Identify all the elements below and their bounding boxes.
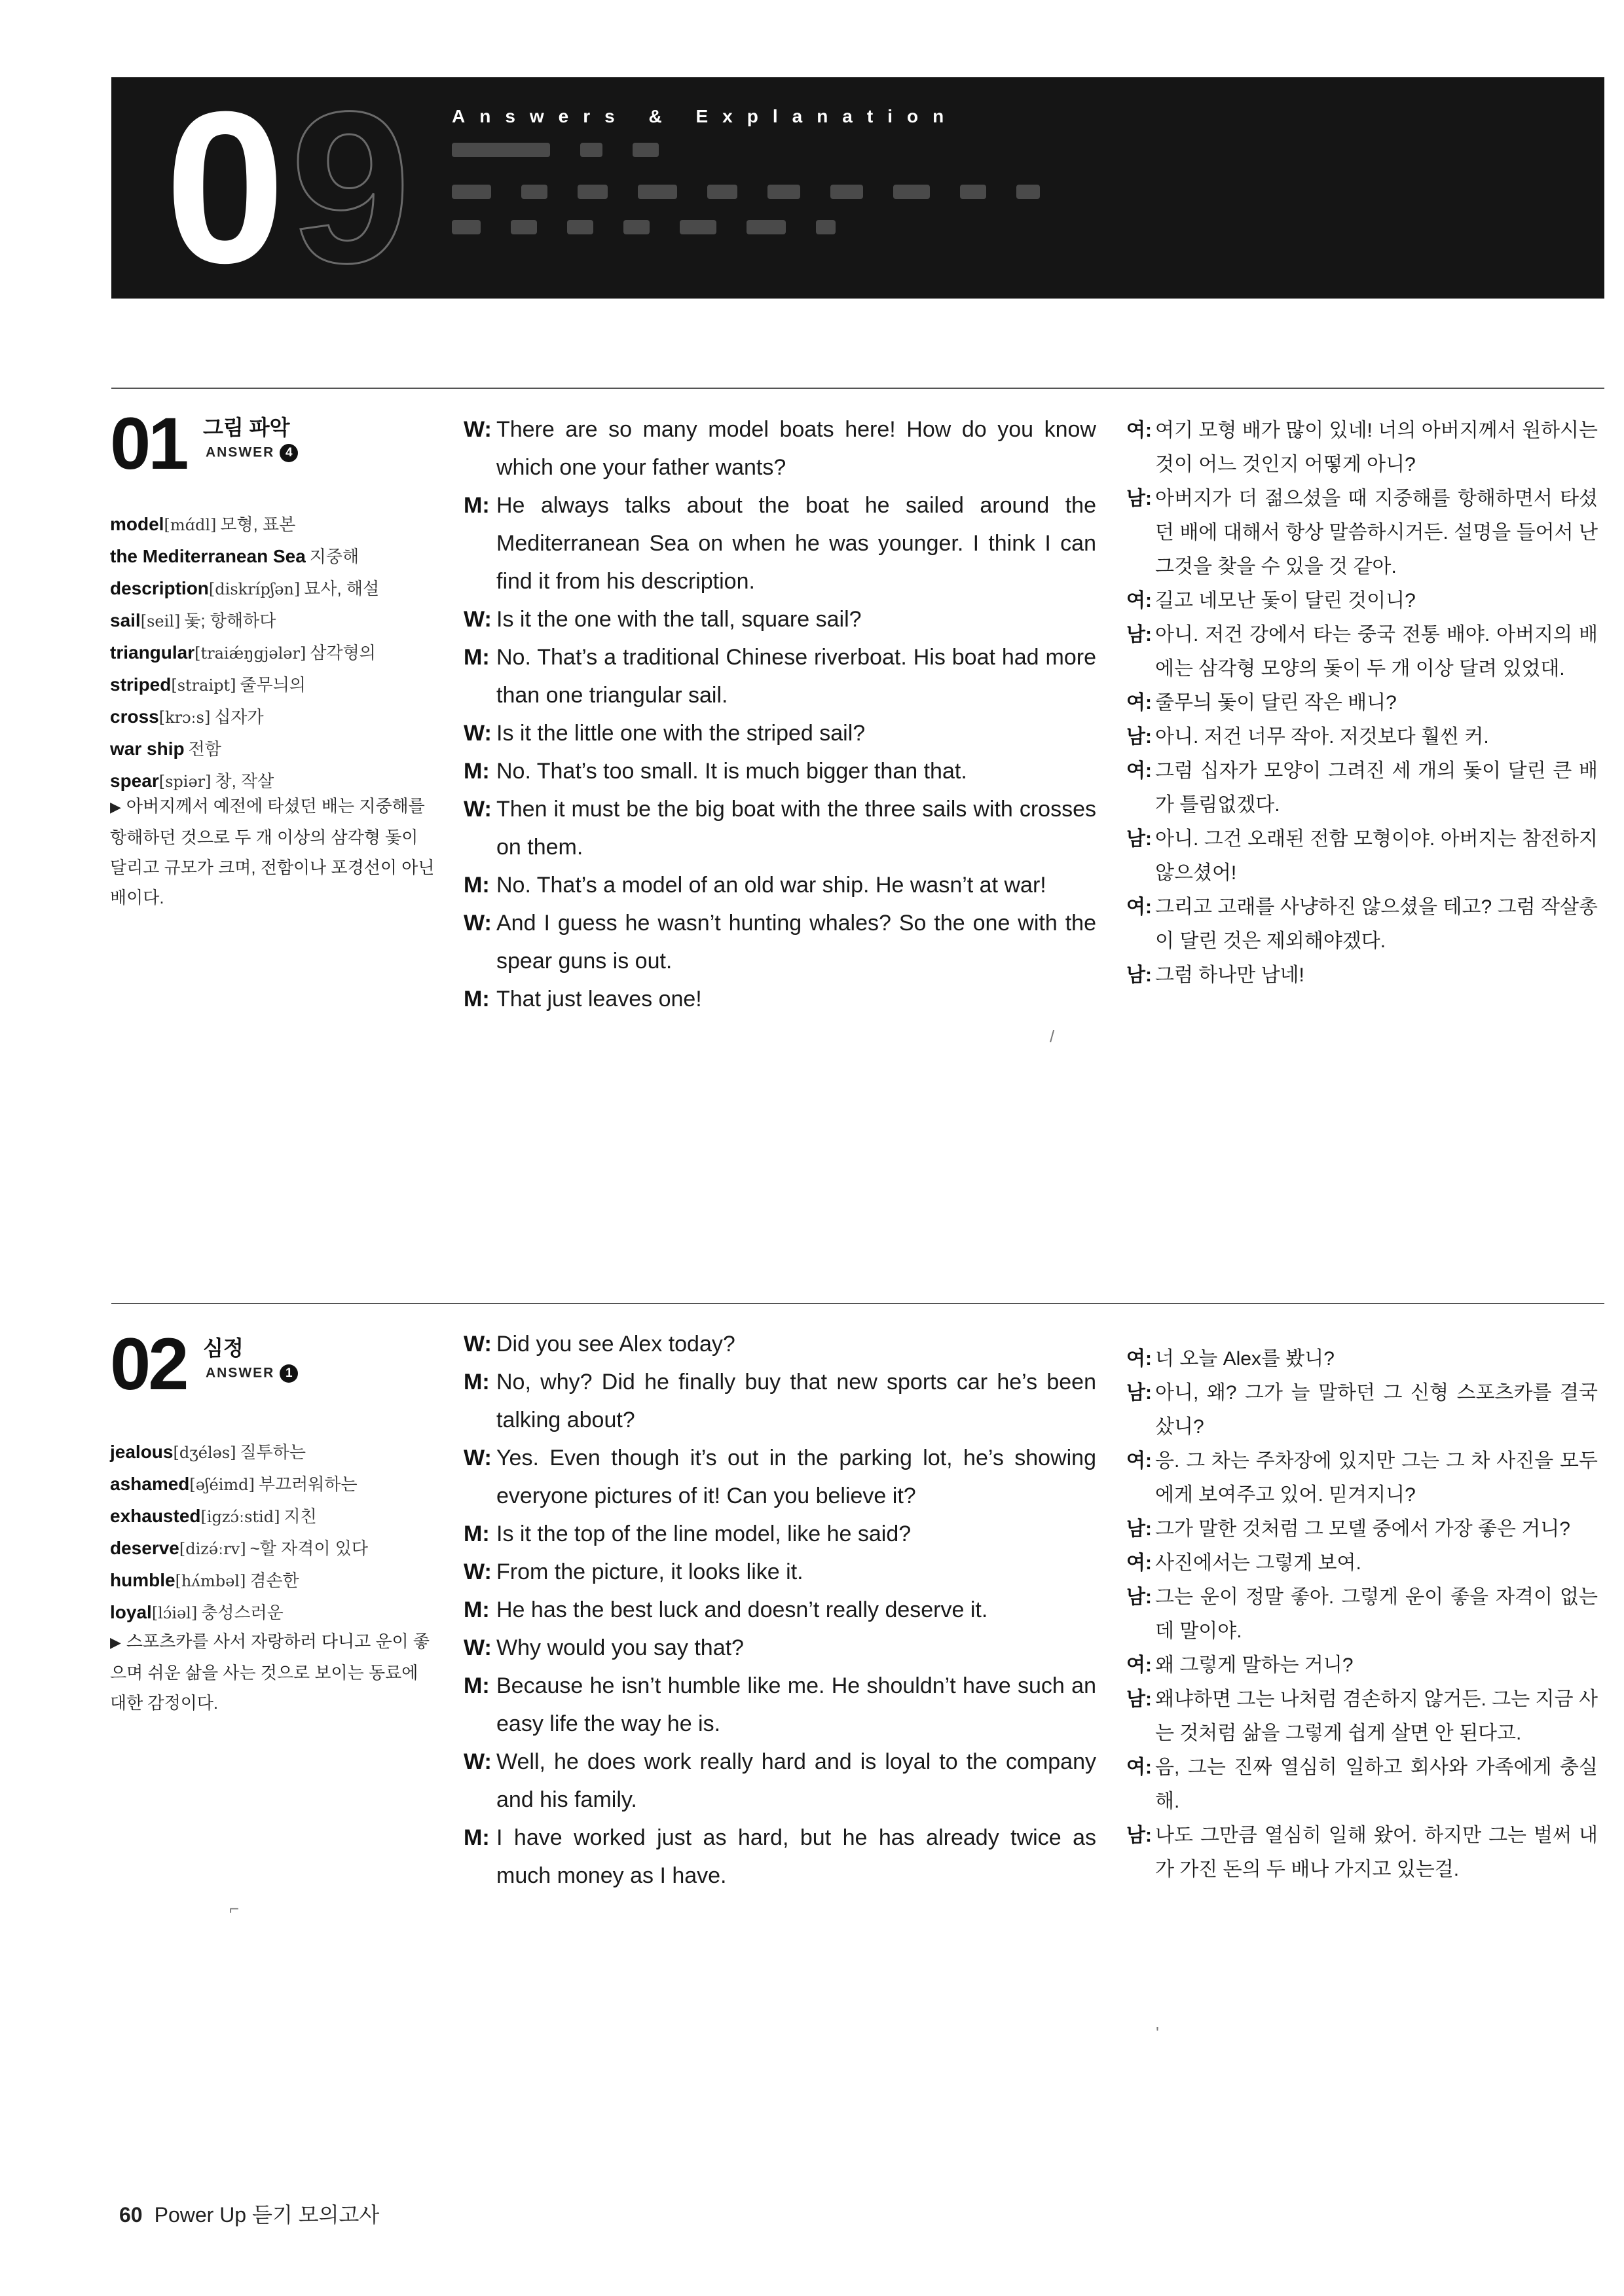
dialogue-line: W: There are so many model boats here! How do you know which one your father wants? (464, 417, 1096, 480)
header-blurred-line-1 (452, 182, 1040, 202)
dialogue-line: W: Is it the one with the tall, square sail? (464, 607, 862, 632)
dialogue-line: M: That just leaves one! (464, 987, 702, 1011)
vocab-item: sail[seil] 돛; 항해하다 (110, 610, 276, 630)
page-number: 60 (119, 2203, 143, 2227)
chapter-digit-2: 9 (290, 77, 405, 299)
answer-label: ANSWER 1 (206, 1364, 298, 1383)
dialogue-line: 남: 나도 그만큼 열심히 일해 왔어. 하지만 그는 벌써 내가 가진 돈의 두 배나 가지고 있는걸. (1126, 1825, 1598, 1880)
explanation-note-02 (110, 1626, 437, 1718)
scan-speck: ' (1156, 2023, 1159, 2043)
dialogue-line: M: I have worked just as hard, but he has already twice as much money as I have. (464, 1825, 1096, 1888)
book-title: Power Up 듣기 모의고사 (154, 2203, 380, 2227)
dialogue-korean-01 (1126, 414, 1598, 993)
dialogue-line: W: Yes. Even though it’s out in the parking lot, he’s showing everyone pictures of it! Can you believe it? (464, 1446, 1096, 1508)
question-topic: 심정 (203, 1336, 244, 1360)
vocab-item: jealous[dʒéləs] 질투하는 (110, 1442, 306, 1462)
dialogue-line: 여: 여기 모형 배가 많이 있네! 너의 아버지께서 원하시는 것이 어느 것인지 어떻게 아니? (1126, 420, 1598, 475)
explanation-note-01 (110, 791, 437, 913)
dialogue-line: 여: 응. 그 차는 주차장에 있지만 그는 그 차 사진을 모두에게 보여주고 있어. 믿겨지니? (1126, 1450, 1598, 1506)
dialogue-line: W: Is it the little one with the striped sail? (464, 721, 866, 746)
question-number: 01 (110, 403, 187, 484)
scan-speck: / (1050, 1027, 1055, 1046)
dialogue-line: 남: 아니. 저건 강에서 타는 중국 전통 배야. 아버지의 배에는 삼각형 모양의 돛이 두 개 이상 달려 있었대. (1126, 624, 1598, 680)
vocab-list-01 (110, 509, 451, 797)
vocab-item: deserve[dizə́ːrv] ~할 자격이 있다 (110, 1538, 368, 1558)
triangle-arrow-icon: ▶ (110, 1634, 121, 1650)
question-topic: 그림 파악 (203, 416, 290, 439)
vocab-item: war ship 전함 (110, 738, 221, 759)
dialogue-line: W: And I guess he wasn’t hunting whales? So the one with the spear guns is out. (464, 911, 1096, 974)
dialogue-line: 남: 아니, 왜? 그가 늘 말하던 그 신형 스포츠카를 결국 샀니? (1126, 1382, 1598, 1438)
dialogue-line: M: No. That’s too small. It is much bigger than that. (464, 759, 967, 784)
dialogue-line: W: Well, he does work really hard and is loyal to the company and his family. (464, 1749, 1096, 1812)
dialogue-line: 남: 왜냐하면 그는 나처럼 겸손하지 않거든. 그는 지금 사는 것처럼 삶을 그렇게 쉽게 살면 안 된다고. (1126, 1688, 1598, 1744)
dialogue-line: 남: 그는 운이 정말 좋아. 그렇게 운이 좋을 자격이 없는데 말이야. (1126, 1586, 1598, 1642)
dialogue-line: M: He always talks about the boat he sailed around the Mediterranean Sea on when he was younger. I think I can find it from his description. (464, 493, 1096, 594)
chapter-number (165, 77, 405, 299)
dialogue-english-02 (464, 1325, 1096, 1895)
vocab-list-02 (110, 1436, 451, 1629)
triangle-arrow-icon: ▶ (110, 799, 121, 815)
header-title: Answers & Explanation (452, 106, 959, 126)
vocab-item: striped[straipt] 줄무늬의 (110, 674, 306, 695)
explanation-text: 스포츠카를 사서 자랑하러 다니고 운이 좋으며 쉬운 삶을 사는 것으로 보이는 동료에 대한 감정이다. (110, 1631, 430, 1713)
answer-badge: 4 (280, 444, 298, 462)
section-divider-02 (111, 1303, 1604, 1304)
vocab-item: model[mɑ́dl] 모형, 표본 (110, 514, 296, 534)
vocab-item: humble[hʌ́mbəl] 겸손한 (110, 1570, 299, 1590)
chapter-header (111, 77, 1604, 299)
dialogue-line: 남: 아니. 그건 오래된 전함 모형이야. 아버지는 참전하지 않으셨어! (1126, 828, 1598, 884)
dialogue-english-01 (464, 410, 1096, 1018)
header-blurred-line-2 (452, 217, 836, 237)
dialogue-line: M: No, why? Did he finally buy that new sports car he’s been talking about? (464, 1370, 1096, 1432)
dialogue-line: W: Did you see Alex today? (464, 1332, 735, 1357)
explanation-text: 아버지께서 예전에 타셨던 배는 지중해를 항해하던 것으로 두 개 이상의 삼각형 돛이 달리고 규모가 크며, 전함이나 포경선이 아닌 배이다. (110, 796, 435, 907)
dialogue-line: W: From the picture, it looks like it. (464, 1559, 803, 1584)
dialogue-line: 남: 아니. 저건 너무 작아. 저것보다 훨씬 커. (1126, 726, 1489, 748)
question-number: 02 (110, 1323, 187, 1405)
vocab-item: loyal[lɔ́iəl] 충성스러운 (110, 1602, 284, 1622)
vocab-item: description[diskrípʃən] 묘사, 해설 (110, 578, 380, 598)
dialogue-line: 남: 아버지가 더 젊으셨을 때 지중해를 항해하면서 타셨던 배에 대해서 항상 말씀하시거든. 설명을 들어서 난 그것을 찾을 수 있을 것 같아. (1126, 488, 1598, 577)
dialogue-line: 여: 길고 네모난 돛이 달린 것이니? (1126, 590, 1416, 611)
scan-speck: ⌐ (229, 1899, 240, 1918)
dialogue-line: 남: 그가 말한 것처럼 그 모델 중에서 가장 좋은 거니? (1126, 1518, 1570, 1540)
dialogue-korean-02 (1126, 1342, 1598, 1887)
vocab-item: exhausted[igzɔ́ːstid] 지친 (110, 1506, 317, 1526)
dialogue-line: M: No. That’s a traditional Chinese riverboat. His boat had more than one triangular sail. (464, 645, 1096, 708)
dialogue-line: M: He has the best luck and doesn’t really deserve it. (464, 1597, 988, 1622)
dialogue-line: M: Is it the top of the line model, like he said? (464, 1522, 912, 1546)
dialogue-line: 남: 그럼 하나만 남네! (1126, 964, 1304, 986)
dialogue-line: 여: 그리고 고래를 사냥하진 않으셨을 테고? 그럼 작살총이 달린 것은 제외해야겠다. (1126, 896, 1598, 952)
dialogue-line: W: Then it must be the big boat with the three sails with crosses on them. (464, 797, 1096, 860)
answer-badge: 1 (280, 1364, 298, 1383)
dialogue-line: 여: 사진에서는 그렇게 보여. (1126, 1552, 1361, 1574)
dialogue-line: 여: 왜 그렇게 말하는 거니? (1126, 1654, 1354, 1676)
vocab-item: spear[spiər] 창, 작살 (110, 771, 274, 791)
dialogue-line: M: No. That’s a model of an old war ship. He wasn’t at war! (464, 873, 1046, 898)
dialogue-line: 여: 너 오늘 Alex를 봤니? (1126, 1348, 1335, 1370)
section-divider-01 (111, 388, 1604, 389)
vocab-item: ashamed[əʃéimd] 부끄러워하는 (110, 1474, 358, 1494)
dialogue-line: W: Why would you say that? (464, 1635, 744, 1660)
dialogue-line: 여: 음, 그는 진짜 열심히 일하고 회사와 가족에게 충실해. (1126, 1757, 1598, 1812)
dialogue-line: 여: 줄무늬 돛이 달린 작은 배니? (1126, 692, 1397, 714)
dialogue-line: M: Because he isn’t humble like me. He shouldn’t have such an easy life the way he is. (464, 1673, 1096, 1736)
header-blurred-subtitle (452, 140, 659, 160)
vocab-item: triangular[traiǽŋgjələr] 삼각형의 (110, 642, 376, 663)
vocab-item: the Mediterranean Sea 지중해 (110, 546, 360, 566)
answer-label: ANSWER 4 (206, 444, 298, 462)
page-footer (119, 2198, 379, 2229)
dialogue-line: 여: 그럼 십자가 모양이 그려진 세 개의 돛이 달린 큰 배가 틀림없겠다. (1126, 760, 1598, 816)
vocab-item: cross[krɔːs] 십자가 (110, 706, 264, 727)
chapter-digit-1: 0 (165, 77, 279, 299)
